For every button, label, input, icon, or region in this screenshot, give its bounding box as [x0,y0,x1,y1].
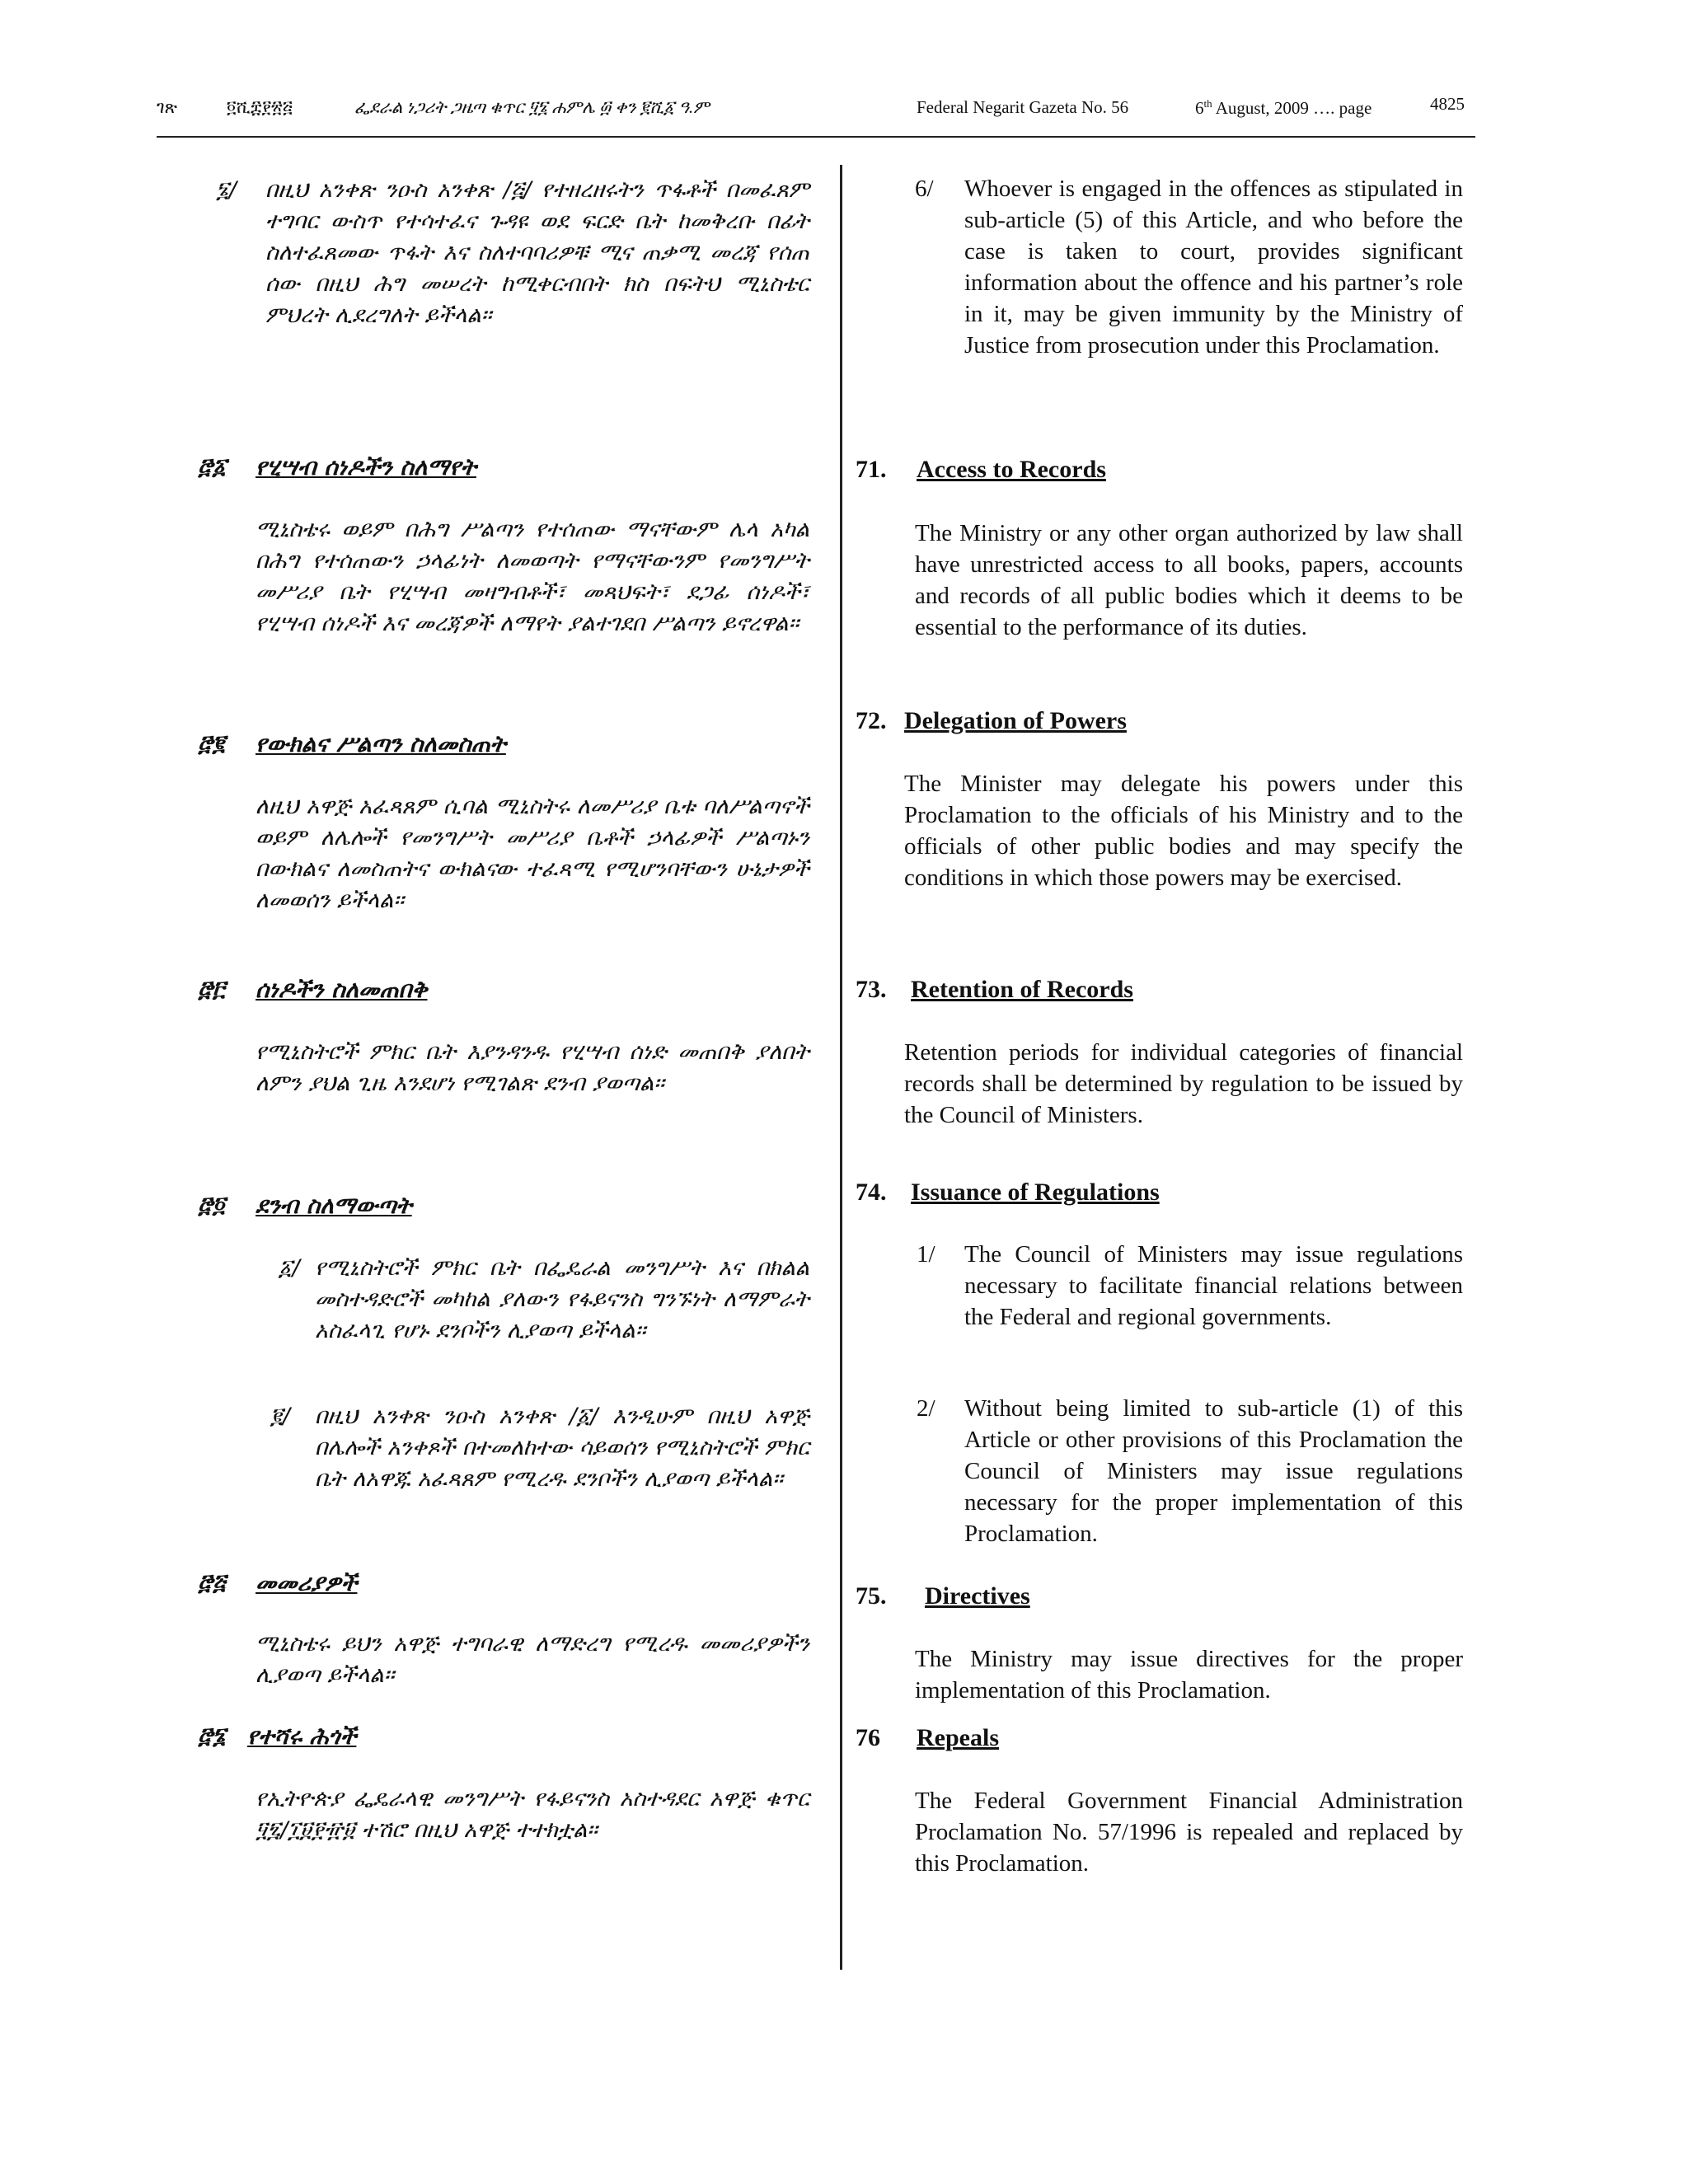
am-art71-text: ሚኒስቴሩ ወይም በሕግ ሥልጣን የተሰጠው ማናቸውም ሌላ አካል በሕግ የተሰጠውን ኃላፊነት ለመወጣት የማናቸውንም የመንግሥት መሥሪያ ቤት የሂሣብ መዛግብቶች፣ መጻህፍት፣ ደጋፊ ሰነዶች፣ የሂሣብ ሰነዶች እና መረጃዎች ለማየት ያልተገደበ ሥልጣን ይኖረዋል፡፡ [256,517,809,636]
en-art74-sub2-text: Without being limited to sub-article (1) of this Article or other provisions of this Proclamation the Council of Ministers may issue regulations necessary for the proper implementation of this Proclamation. [964,1395,1463,1547]
en-art72-number: 72. [856,707,887,734]
am-art75-text: ሚኒስቴሩ ይህን አዋጅ ተግባራዊ ለማድረግ የሚረዱ መመሪያዎችን ሊያወጣ ይችላል፡፡ [256,1631,809,1688]
am-art74-sub1-text: የሚኒስትሮች ምክር ቤት በፌዴራል መንግሥት እና በክልል መስተዳድሮች መካከል ያለውን የፋይናንስ ግንኙነት ለማምራት አስፈላጊ የሆኑ ደንቦችን ሊያወጣ ይችላል፡፡ [315,1255,809,1343]
en-art74-sub2-number: 2/ [917,1395,935,1422]
am-art74-sub2-number: ፪/ [270,1404,290,1429]
am-art74-sub1-number: ፩/ [279,1255,300,1281]
en-art74-number: 74. [856,1179,887,1206]
am-art74-sub2-text: በዚህ አንቀጽ ንዑስ አንቀጽ /፩/ እንዲሁም በዚህ አዋጅ በሌሎች አንቀጾች በተመለከተው ሳይወሰን የሚኒስትሮች ምክር ቤት ለአዋጁ አፈጻጸም የሚረዱ ደንቦችን ሊያወጣ ይችላል፡፡ [315,1404,809,1492]
am-sub6-number: ፮/ [216,177,237,203]
en-art75-title: Directives [925,1582,1030,1610]
en-art76-number: 76 [856,1724,880,1751]
am-art76-number: ፸፮ [198,1723,226,1749]
am-art71-title: የሂሣብ ሰነዶችን ስለማየት [256,453,476,480]
en-art73-text: Retention periods for individual categories of financial records shall be determined by regulation to be issued by the Council of Ministers. [904,1039,1463,1128]
header-date [1195,97,1372,119]
en-art72-text: The Minister may delegate his powers under this Proclamation to the officials of his Ministry and to the officials of other public bodies and may specify the conditions in which those powers may be exercised. [904,771,1463,891]
am-sub6-text: በዚህ አንቀጽ ንዑስ አንቀጽ /፭/ የተዘረዘሩትን ጥፋቶች በመፈጸም ተግባር ውስጥ የተሳተፈና ጉዳዩ ወደ ፍርድ ቤት ከመቅረቡ በፊት ስለተፈጸመው ጥፋት እና ስለተባባሪዎቹ ሚና ጠቃሚ መረጃ የሰጠ ሰው በዚህ ሕግ መሠረት ከሚቀርብበት ክስ በፍትህ ሚኒስቴር ምህረት ሊደረግለት ይችላል፡፡ [265,177,809,328]
am-art74-number: ፸፬ [198,1193,225,1218]
am-art72-text: ለዚህ አዋጅ አፈጻጸም ሲባል ሚኒስትሩ ለመሥሪያ ቤቱ ባለሥልጣኖች ወይም ለሌሎች የመንግሥት መሥሪያ ቤቶች ኃላፊዎች ሥልጣኑን በውክልና ለመስጠትና ውክልናው ተፈጻሚ የሚሆንባቸውን ሁኔታዎች ለመወሰን ይችላል፡፡ [256,794,809,913]
header-month-year: August, 2009 …. page [1215,98,1372,118]
en-art73-title: Retention of Records [911,976,1133,1003]
am-art75-number: ፸፭ [198,1570,226,1596]
am-art73-title: ሰነዶችን ስለመጠበቅ [256,976,428,1003]
am-art72-title: የውክልና ሥልጣን ስለመስጠት [256,730,506,757]
header-day-suffix: th [1203,97,1212,110]
am-art71-number: ፸፩ [198,454,227,480]
en-art71-number: 71. [856,456,887,483]
en-art72-title: Delegation of Powers [904,707,1127,734]
header-page-label: ገጽ [157,97,177,117]
header-title-amharic: ፌደራል ነጋሪት ጋዜጣ ቁጥር ፶፮ ሐምሌ ፴ ቀን ፪ሺ፩ ዓ.ም [354,97,710,117]
am-art76-text: የኢትዮጵያ ፌዴራላዊ መንግሥት የፋይናንስ አስተዳደር አዋጅ ቁጥር ፶፯/፲፱፻፹፱ ተሽሮ በዚህ አዋጅ ተተክቷል፡፡ [256,1786,809,1843]
page-header [157,94,1475,130]
en-art75-text: The Ministry may issue directives for the proper implementation of this Proclamation. [915,1646,1463,1704]
am-art74-title: ደንብ ስለማውጣት [256,1192,412,1219]
en-art74-sub1-text: The Council of Ministers may issue regulations necessary to facilitate financial relations between the Federal and regional governments. [964,1241,1463,1330]
en-sub6-text: Whoever is engaged in the offences as stipulated in sub-article (5) of this Article, and who before the case is taken to court, provides significant information about the offence and his partner’s role in it, may be given immunity by the Ministry of Justice from prosecution under this Proclamation. [964,176,1463,359]
en-art76-text: The Federal Government Financial Administration Proclamation No. 57/1996 is repealed and replaced by this Proclamation. [915,1788,1463,1877]
am-art73-number: ፸፫ [198,977,225,1002]
en-art74-title: Issuance of Regulations [911,1179,1160,1206]
am-art73-text: የሚኒስትሮች ምክር ቤት እያንዳንዱ የሂሣብ ሰነድ መጠበቅ ያለበት ለምን ያህል ጊዜ እንደሆነ የሚገልጽ ደንብ ያወጣል፡፡ [256,1039,809,1096]
en-art75-number: 75. [856,1582,887,1610]
column-divider [840,165,842,1970]
en-sub6-number: 6/ [915,176,934,202]
header-day: 6 [1195,98,1204,118]
header-page-number-amharic: ፬ሺ፰፻፳፭ [227,97,293,117]
header-title-english: Federal Negarit Gazeta No. 56 [917,97,1129,117]
am-art76-title: የተሻሩ ሕጎች [247,1722,357,1750]
am-art75-title: መመሪያዎች [256,1569,358,1596]
en-art73-number: 73. [856,976,887,1003]
en-art71-text: The Ministry or any other organ authorized by law shall have unrestricted access to all books, papers, accounts and records of all public bodies which it deems to be essential to the performance of its duties. [915,520,1463,640]
am-art72-number: ፸፪ [198,731,225,757]
en-art74-sub1-number: 1/ [917,1241,935,1268]
en-art71-title: Access to Records [917,456,1106,483]
en-art76-title: Repeals [917,1724,999,1751]
header-page-number: 4825 [1430,94,1465,114]
header-rule [157,136,1475,138]
